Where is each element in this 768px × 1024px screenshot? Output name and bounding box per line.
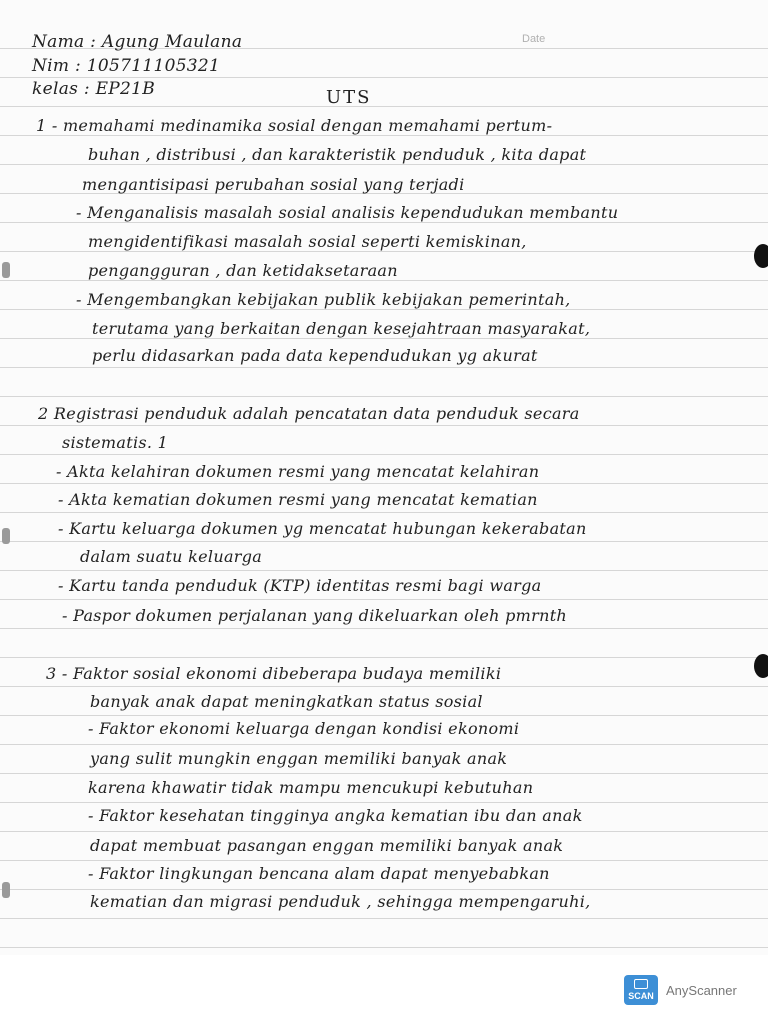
page-edge-mark (2, 262, 10, 278)
scan-badge-label: SCAN (628, 991, 654, 1001)
answer-line: dapat membuat pasangan enggan memiliki banyak anak (90, 836, 564, 855)
answer-line: buhan , distribusi , dan karakteristik penduduk , kita dapat (88, 145, 587, 164)
scanner-watermark (624, 975, 737, 1005)
student-id: Nim : 105711105321 (32, 56, 221, 76)
page-edge-mark (2, 882, 10, 898)
answer-line: terutama yang berkaitan dengan kesejahtraan masyarakat, (92, 319, 591, 338)
answer-line: 3 - Faktor sosial ekonomi dibeberapa budaya memiliki (46, 664, 502, 683)
answer-line: - Kartu tanda penduduk (KTP) identitas resmi bagi warga (58, 576, 542, 595)
answer-line: sistematis. 1 (62, 433, 169, 452)
scan-badge (624, 975, 658, 1005)
answer-line: - Faktor kesehatan tingginya angka kematian ibu dan anak (88, 806, 583, 825)
date-label: Date (522, 33, 546, 45)
answer-line: banyak anak dapat meningkatkan status sosial (90, 692, 483, 711)
answer-line: karena khawatir tidak mampu mencukupi kebutuhan (88, 778, 534, 797)
answer-line: kematian dan migrasi penduduk , sehingga mempengaruhi, (90, 892, 591, 911)
answer-line: 1 - memahami medinamika sosial dengan memahami pertum- (36, 116, 553, 135)
answer-line: 2 Registrasi penduduk adalah pencatatan data penduduk secara (38, 404, 580, 423)
binder-hole (754, 244, 768, 268)
answer-line: - Akta kematian dokumen resmi yang mencatat kematian (58, 490, 538, 509)
answer-line: - Paspor dokumen perjalanan yang dikeluarkan oleh pmrnth (62, 606, 568, 625)
camera-icon (634, 979, 648, 989)
answer-line: - Menganalisis masalah sosial analisis kependudukan membantu (76, 203, 619, 222)
answer-line: dalam suatu keluarga (80, 547, 263, 566)
page-edge-mark (2, 528, 10, 544)
answer-line: yang sulit mungkin enggan memiliki banyak anak (90, 749, 508, 768)
answer-line: - Kartu keluarga dokumen yg mencatat hubungan kekerabatan (58, 519, 587, 538)
page-title: UTS (326, 87, 372, 108)
answer-line: - Akta kelahiran dokumen resmi yang mencatat kelahiran (56, 462, 540, 481)
answer-line: - Faktor lingkungan bencana alam dapat menyebabkan (88, 864, 550, 883)
answer-line: - Faktor ekonomi keluarga dengan kondisi ekonomi (88, 719, 520, 738)
answer-line: mengantisipasi perubahan sosial yang terjadi (82, 175, 465, 194)
answer-line: pengangguran , dan ketidaksetaraan (88, 261, 398, 280)
student-class: kelas : EP21B (32, 79, 156, 99)
student-name: Nama : Agung Maulana (32, 32, 243, 52)
binder-hole (754, 654, 768, 678)
scanner-app-name: AnyScanner (666, 982, 737, 998)
answer-line: - Mengembangkan kebijakan publik kebijakan pemerintah, (76, 290, 571, 309)
answer-line: mengidentifikasi masalah sosial seperti kemiskinan, (88, 232, 527, 251)
answer-line: perlu didasarkan pada data kependudukan yg akurat (92, 346, 538, 365)
